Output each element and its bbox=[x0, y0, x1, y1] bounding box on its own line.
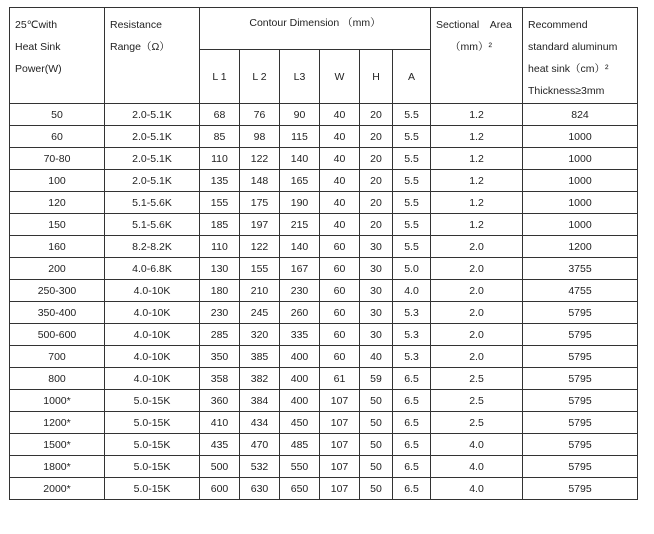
table-row bbox=[10, 346, 638, 368]
cell-w: 60 bbox=[320, 324, 360, 346]
cell-w: 107 bbox=[320, 456, 360, 478]
cell-w: 40 bbox=[320, 214, 360, 236]
cell-l1: 285 bbox=[200, 324, 240, 346]
cell-w: 61 bbox=[320, 368, 360, 390]
cell-h: 50 bbox=[360, 412, 393, 434]
header-resistance-line-2: Range（Ω） bbox=[110, 41, 170, 53]
cell-l1: 600 bbox=[200, 478, 240, 500]
cell-power: 70-80 bbox=[10, 148, 105, 170]
cell-heat-sink: 1000 bbox=[523, 126, 638, 148]
cell-a: 5.5 bbox=[393, 192, 431, 214]
cell-area: 2.5 bbox=[431, 390, 523, 412]
cell-a: 5.5 bbox=[393, 214, 431, 236]
cell-resistance: 5.0-15K bbox=[105, 478, 200, 500]
cell-l2: 76 bbox=[240, 104, 280, 126]
cell-area: 2.0 bbox=[431, 280, 523, 302]
cell-heat-sink: 5795 bbox=[523, 478, 638, 500]
cell-h: 20 bbox=[360, 126, 393, 148]
cell-l2: 630 bbox=[240, 478, 280, 500]
cell-l2: 98 bbox=[240, 126, 280, 148]
header-recommend-line-3: heat sink（cm）² bbox=[528, 63, 609, 75]
table-row bbox=[10, 456, 638, 478]
cell-l3: 90 bbox=[280, 104, 320, 126]
table-row bbox=[10, 214, 638, 236]
table-row bbox=[10, 324, 638, 346]
cell-l2: 175 bbox=[240, 192, 280, 214]
cell-resistance: 5.0-15K bbox=[105, 434, 200, 456]
cell-resistance: 8.2-8.2K bbox=[105, 236, 200, 258]
header-recommend bbox=[523, 8, 638, 104]
cell-heat-sink: 1000 bbox=[523, 214, 638, 236]
cell-heat-sink: 4755 bbox=[523, 280, 638, 302]
cell-l1: 110 bbox=[200, 148, 240, 170]
cell-resistance: 4.0-10K bbox=[105, 280, 200, 302]
cell-l3: 335 bbox=[280, 324, 320, 346]
table-row bbox=[10, 236, 638, 258]
header-l3: L3 bbox=[280, 50, 320, 104]
cell-area: 4.0 bbox=[431, 456, 523, 478]
cell-power: 500-600 bbox=[10, 324, 105, 346]
cell-power: 200 bbox=[10, 258, 105, 280]
cell-resistance: 4.0-10K bbox=[105, 368, 200, 390]
cell-area: 2.0 bbox=[431, 346, 523, 368]
cell-w: 60 bbox=[320, 280, 360, 302]
cell-heat-sink: 1000 bbox=[523, 148, 638, 170]
cell-w: 60 bbox=[320, 302, 360, 324]
cell-heat-sink: 5795 bbox=[523, 368, 638, 390]
cell-area: 2.5 bbox=[431, 412, 523, 434]
header-recommend-line-2: standard aluminum bbox=[528, 41, 618, 53]
header-resistance-line-1: Resistance bbox=[110, 19, 162, 31]
cell-a: 5.5 bbox=[393, 148, 431, 170]
cell-a: 5.3 bbox=[393, 302, 431, 324]
cell-w: 60 bbox=[320, 236, 360, 258]
cell-power: 350-400 bbox=[10, 302, 105, 324]
cell-h: 20 bbox=[360, 170, 393, 192]
cell-l3: 140 bbox=[280, 148, 320, 170]
header-power-line-1: 25℃with bbox=[15, 19, 58, 31]
cell-l2: 245 bbox=[240, 302, 280, 324]
header-resistance bbox=[105, 8, 200, 104]
cell-area: 2.0 bbox=[431, 302, 523, 324]
header-area-line-1: Sectional Area bbox=[436, 19, 512, 31]
cell-power: 1000* bbox=[10, 390, 105, 412]
cell-heat-sink: 824 bbox=[523, 104, 638, 126]
cell-l1: 180 bbox=[200, 280, 240, 302]
table-row bbox=[10, 478, 638, 500]
cell-area: 1.2 bbox=[431, 214, 523, 236]
cell-heat-sink: 5795 bbox=[523, 324, 638, 346]
cell-a: 5.5 bbox=[393, 236, 431, 258]
cell-l1: 130 bbox=[200, 258, 240, 280]
cell-a: 6.5 bbox=[393, 390, 431, 412]
cell-a: 6.5 bbox=[393, 434, 431, 456]
header-h: H bbox=[360, 50, 393, 104]
cell-l2: 210 bbox=[240, 280, 280, 302]
cell-h: 20 bbox=[360, 192, 393, 214]
cell-area: 2.0 bbox=[431, 258, 523, 280]
cell-resistance: 2.0-5.1K bbox=[105, 148, 200, 170]
cell-h: 30 bbox=[360, 302, 393, 324]
cell-heat-sink: 5795 bbox=[523, 302, 638, 324]
cell-l1: 85 bbox=[200, 126, 240, 148]
cell-a: 6.5 bbox=[393, 368, 431, 390]
cell-l1: 135 bbox=[200, 170, 240, 192]
cell-heat-sink: 5795 bbox=[523, 412, 638, 434]
table-row bbox=[10, 258, 638, 280]
cell-l1: 155 bbox=[200, 192, 240, 214]
cell-l2: 122 bbox=[240, 148, 280, 170]
cell-power: 1200* bbox=[10, 412, 105, 434]
cell-a: 5.3 bbox=[393, 346, 431, 368]
cell-l1: 500 bbox=[200, 456, 240, 478]
cell-area: 2.0 bbox=[431, 324, 523, 346]
cell-area: 2.5 bbox=[431, 368, 523, 390]
cell-h: 50 bbox=[360, 434, 393, 456]
cell-w: 40 bbox=[320, 192, 360, 214]
table-row bbox=[10, 104, 638, 126]
cell-l3: 450 bbox=[280, 412, 320, 434]
cell-a: 5.3 bbox=[393, 324, 431, 346]
cell-w: 40 bbox=[320, 170, 360, 192]
cell-power: 60 bbox=[10, 126, 105, 148]
cell-l1: 410 bbox=[200, 412, 240, 434]
cell-l3: 400 bbox=[280, 390, 320, 412]
cell-w: 107 bbox=[320, 434, 360, 456]
table-row bbox=[10, 170, 638, 192]
cell-w: 60 bbox=[320, 258, 360, 280]
cell-w: 40 bbox=[320, 126, 360, 148]
cell-a: 5.5 bbox=[393, 126, 431, 148]
cell-h: 20 bbox=[360, 214, 393, 236]
cell-resistance: 4.0-10K bbox=[105, 302, 200, 324]
header-power bbox=[10, 8, 105, 104]
cell-l3: 400 bbox=[280, 346, 320, 368]
cell-resistance: 4.0-10K bbox=[105, 324, 200, 346]
cell-a: 6.5 bbox=[393, 412, 431, 434]
cell-l3: 190 bbox=[280, 192, 320, 214]
cell-w: 107 bbox=[320, 478, 360, 500]
cell-power: 120 bbox=[10, 192, 105, 214]
cell-heat-sink: 1000 bbox=[523, 192, 638, 214]
spec-table bbox=[9, 7, 638, 500]
cell-l2: 155 bbox=[240, 258, 280, 280]
cell-l2: 434 bbox=[240, 412, 280, 434]
cell-heat-sink: 5795 bbox=[523, 434, 638, 456]
cell-l2: 382 bbox=[240, 368, 280, 390]
cell-l3: 650 bbox=[280, 478, 320, 500]
cell-h: 30 bbox=[360, 280, 393, 302]
cell-resistance: 2.0-5.1K bbox=[105, 126, 200, 148]
table-row bbox=[10, 368, 638, 390]
cell-h: 50 bbox=[360, 456, 393, 478]
header-contour: Contour Dimension （mm） bbox=[200, 8, 431, 50]
cell-heat-sink: 5795 bbox=[523, 456, 638, 478]
cell-area: 1.2 bbox=[431, 192, 523, 214]
cell-w: 60 bbox=[320, 346, 360, 368]
cell-w: 40 bbox=[320, 148, 360, 170]
header-power-line-2: Heat Sink bbox=[15, 41, 61, 53]
cell-h: 30 bbox=[360, 258, 393, 280]
cell-power: 1500* bbox=[10, 434, 105, 456]
table-row bbox=[10, 412, 638, 434]
cell-l3: 215 bbox=[280, 214, 320, 236]
cell-resistance: 5.0-15K bbox=[105, 456, 200, 478]
table-body bbox=[10, 104, 638, 500]
cell-l3: 550 bbox=[280, 456, 320, 478]
cell-l2: 385 bbox=[240, 346, 280, 368]
cell-h: 20 bbox=[360, 104, 393, 126]
cell-h: 40 bbox=[360, 346, 393, 368]
cell-l2: 532 bbox=[240, 456, 280, 478]
cell-l1: 435 bbox=[200, 434, 240, 456]
cell-a: 5.5 bbox=[393, 170, 431, 192]
cell-resistance: 2.0-5.1K bbox=[105, 104, 200, 126]
cell-power: 50 bbox=[10, 104, 105, 126]
cell-l1: 230 bbox=[200, 302, 240, 324]
cell-a: 5.5 bbox=[393, 104, 431, 126]
cell-l3: 140 bbox=[280, 236, 320, 258]
cell-resistance: 5.1-5.6K bbox=[105, 214, 200, 236]
header-a: A bbox=[393, 50, 431, 104]
cell-power: 160 bbox=[10, 236, 105, 258]
cell-power: 800 bbox=[10, 368, 105, 390]
cell-w: 107 bbox=[320, 390, 360, 412]
cell-area: 2.0 bbox=[431, 236, 523, 258]
cell-h: 50 bbox=[360, 390, 393, 412]
cell-area: 4.0 bbox=[431, 434, 523, 456]
cell-resistance: 5.0-15K bbox=[105, 390, 200, 412]
header-power-line-3: Power(W) bbox=[15, 63, 62, 75]
cell-l1: 110 bbox=[200, 236, 240, 258]
cell-heat-sink: 1200 bbox=[523, 236, 638, 258]
table-row bbox=[10, 434, 638, 456]
cell-power: 700 bbox=[10, 346, 105, 368]
header-l1: L 1 bbox=[200, 50, 240, 104]
table-row bbox=[10, 126, 638, 148]
cell-l2: 197 bbox=[240, 214, 280, 236]
cell-l1: 350 bbox=[200, 346, 240, 368]
cell-area: 1.2 bbox=[431, 170, 523, 192]
header-row-top bbox=[10, 8, 638, 50]
cell-l1: 360 bbox=[200, 390, 240, 412]
cell-heat-sink: 3755 bbox=[523, 258, 638, 280]
cell-resistance: 2.0-5.1K bbox=[105, 170, 200, 192]
cell-l1: 358 bbox=[200, 368, 240, 390]
table-row bbox=[10, 302, 638, 324]
cell-area: 4.0 bbox=[431, 478, 523, 500]
cell-h: 30 bbox=[360, 324, 393, 346]
cell-l2: 320 bbox=[240, 324, 280, 346]
table-row bbox=[10, 192, 638, 214]
cell-l1: 68 bbox=[200, 104, 240, 126]
cell-a: 6.5 bbox=[393, 478, 431, 500]
header-w: W bbox=[320, 50, 360, 104]
cell-heat-sink: 5795 bbox=[523, 390, 638, 412]
cell-power: 100 bbox=[10, 170, 105, 192]
cell-l3: 230 bbox=[280, 280, 320, 302]
cell-l3: 260 bbox=[280, 302, 320, 324]
cell-resistance: 5.0-15K bbox=[105, 412, 200, 434]
cell-power: 2000* bbox=[10, 478, 105, 500]
cell-l3: 165 bbox=[280, 170, 320, 192]
cell-l2: 122 bbox=[240, 236, 280, 258]
cell-resistance: 4.0-6.8K bbox=[105, 258, 200, 280]
cell-heat-sink: 1000 bbox=[523, 170, 638, 192]
header-recommend-line-1: Recommend bbox=[528, 19, 588, 31]
table-row bbox=[10, 280, 638, 302]
cell-area: 1.2 bbox=[431, 104, 523, 126]
cell-l3: 167 bbox=[280, 258, 320, 280]
cell-power: 1800* bbox=[10, 456, 105, 478]
cell-area: 1.2 bbox=[431, 148, 523, 170]
cell-h: 20 bbox=[360, 148, 393, 170]
cell-h: 50 bbox=[360, 478, 393, 500]
cell-l3: 485 bbox=[280, 434, 320, 456]
header-recommend-line-4: Thickness≥3mm bbox=[528, 85, 605, 97]
cell-l2: 470 bbox=[240, 434, 280, 456]
cell-a: 4.0 bbox=[393, 280, 431, 302]
cell-l2: 384 bbox=[240, 390, 280, 412]
cell-heat-sink: 5795 bbox=[523, 346, 638, 368]
header-l2: L 2 bbox=[240, 50, 280, 104]
cell-l3: 400 bbox=[280, 368, 320, 390]
header-area-line-2: （mm）² bbox=[450, 41, 493, 53]
cell-area: 1.2 bbox=[431, 126, 523, 148]
cell-w: 40 bbox=[320, 104, 360, 126]
cell-h: 59 bbox=[360, 368, 393, 390]
cell-l1: 185 bbox=[200, 214, 240, 236]
table-row bbox=[10, 390, 638, 412]
cell-l3: 115 bbox=[280, 126, 320, 148]
cell-a: 5.0 bbox=[393, 258, 431, 280]
cell-resistance: 5.1-5.6K bbox=[105, 192, 200, 214]
cell-l2: 148 bbox=[240, 170, 280, 192]
cell-a: 6.5 bbox=[393, 456, 431, 478]
cell-h: 30 bbox=[360, 236, 393, 258]
cell-power: 250-300 bbox=[10, 280, 105, 302]
table-row bbox=[10, 148, 638, 170]
header-area bbox=[431, 8, 523, 104]
cell-power: 150 bbox=[10, 214, 105, 236]
cell-resistance: 4.0-10K bbox=[105, 346, 200, 368]
cell-w: 107 bbox=[320, 412, 360, 434]
